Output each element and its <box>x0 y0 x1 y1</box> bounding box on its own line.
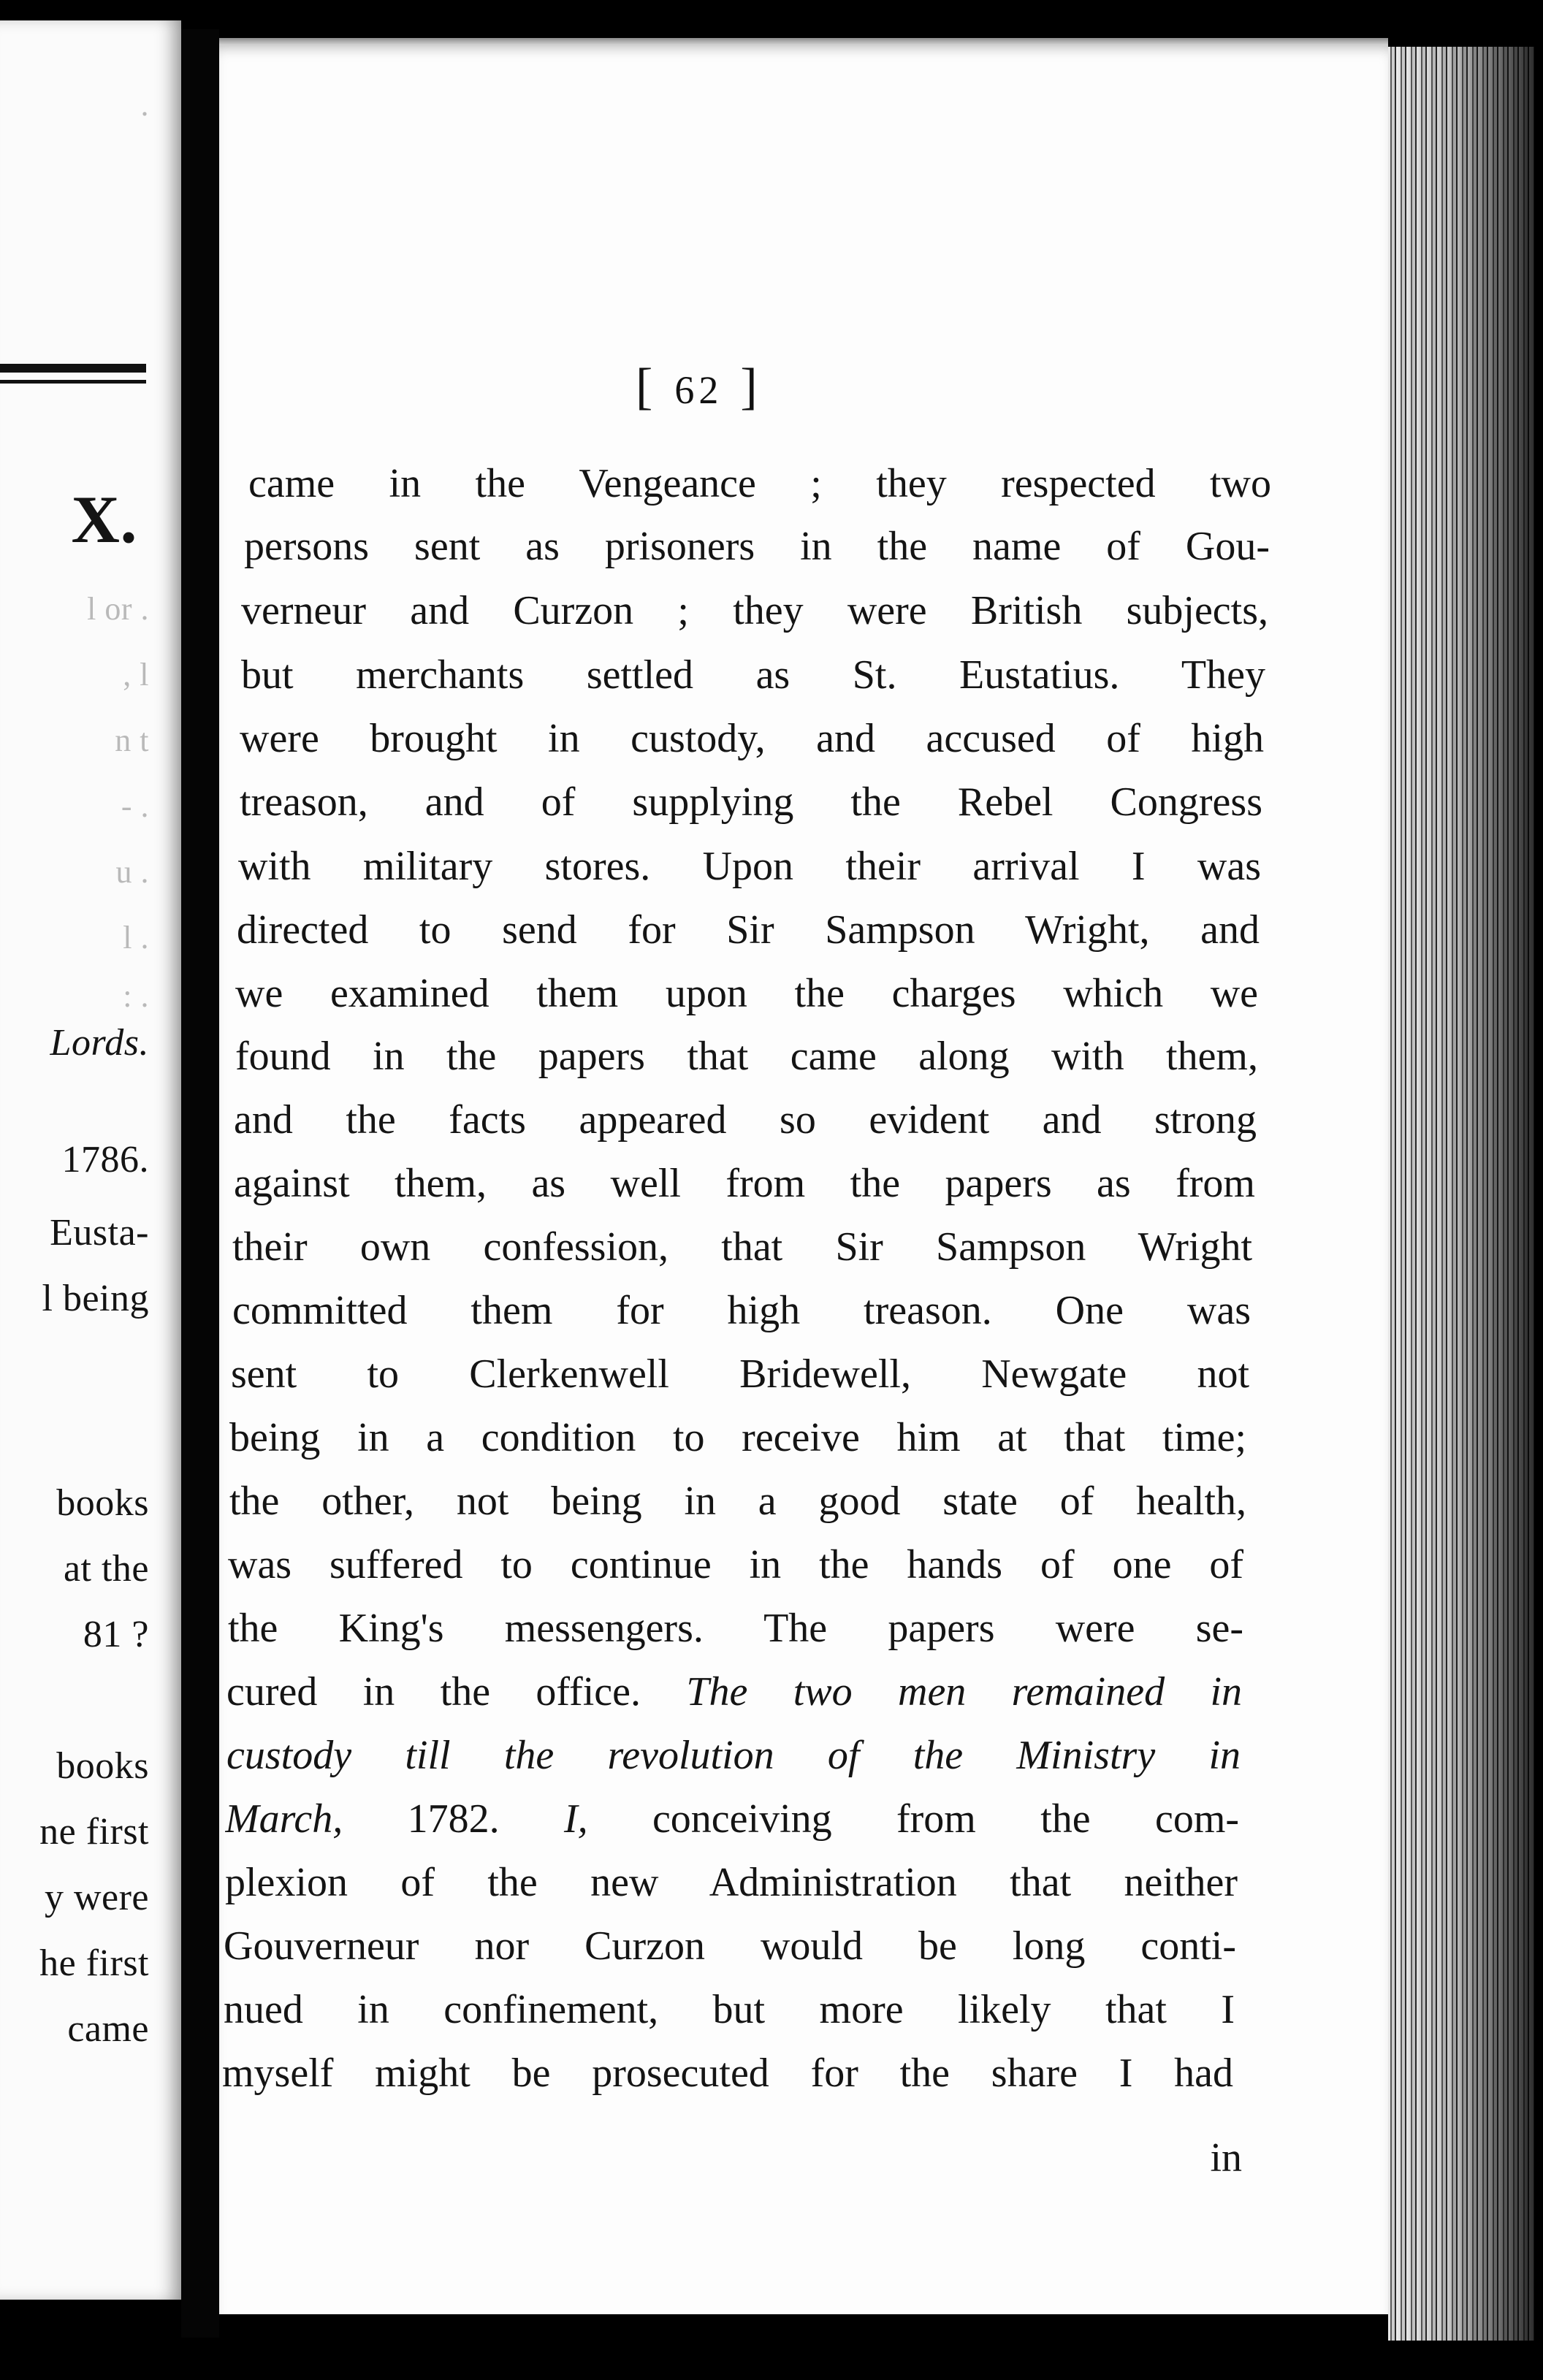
double-rule-bottom <box>0 380 146 384</box>
text-line-2: persons sent as prisoners in the name of Gou- <box>244 524 1270 569</box>
text-line-22-italic-a: March, <box>225 1796 343 1842</box>
text-line-22 <box>225 1793 1239 1848</box>
text-line-23: plexion of the new Administration that neither <box>225 1860 1238 1905</box>
text-line-21-italic: custody till the revolution of the Ministry in <box>226 1733 1241 1778</box>
left-faint-text: , l <box>123 657 149 693</box>
left-fragment-5: books <box>56 1482 149 1524</box>
text-line-7: with military stores. Upon their arrival I was <box>238 844 1261 889</box>
left-fragment-0: X. <box>71 482 137 557</box>
left-faint-text: - . <box>121 788 149 824</box>
text-line-22-italic-b: I, <box>563 1796 588 1842</box>
page-number: 62 <box>674 368 723 412</box>
left-fragment-11: he first <box>39 1942 149 1984</box>
left-faint-text: l . <box>123 920 149 956</box>
text-line-12: against them, as well from the papers as from <box>234 1161 1255 1206</box>
text-line-3: verneur and Curzon ; they were British subjects, <box>241 588 1268 633</box>
text-line-22-plain-b: conceiving from the com- <box>652 1796 1239 1842</box>
page-top-edge <box>219 38 1388 45</box>
left-fragment-6: at the <box>63 1548 149 1590</box>
book-fore-edge-shade <box>1388 47 1534 2341</box>
text-line-16: being in a condition to receive him at that time; <box>229 1415 1246 1460</box>
catchword: in <box>1210 2135 1242 2181</box>
text-line-20-italic: The two men remained in <box>686 1669 1242 1715</box>
double-rule-top <box>0 364 146 373</box>
text-line-5: were brought in custody, and accused of high <box>240 716 1264 761</box>
text-line-4: but merchants settled as St. Eustatius. They <box>241 652 1265 698</box>
left-fragment-7: 81 ? <box>83 1614 149 1655</box>
left-facing-page <box>0 20 181 2300</box>
left-fragment-10: y were <box>44 1877 149 1918</box>
open-bracket: [ <box>636 359 658 415</box>
text-line-14: committed them for high treason. One was <box>232 1288 1251 1333</box>
text-line-11: and the facts appeared so evident and strong <box>234 1097 1257 1143</box>
gutter-shadow <box>181 29 219 2338</box>
text-line-15: sent to Clerkenwell Bridewell, Newgate not <box>231 1351 1249 1397</box>
left-fragment-12: came <box>67 2008 149 2050</box>
text-line-26: myself might be prosecuted for the share I had <box>222 2051 1233 2096</box>
left-faint-text: : . <box>123 978 149 1014</box>
left-faint-text: n t <box>115 722 149 758</box>
text-line-1: came in the Vengeance ; they respected two <box>248 461 1271 506</box>
text-line-13: their own confession, that Sir Sampson Wright <box>232 1224 1252 1270</box>
text-line-25: nued in confinement, but more likely that I <box>224 1987 1235 2032</box>
left-faint-text: . <box>140 87 149 123</box>
left-fragment-2: 1786. <box>61 1139 149 1181</box>
text-line-10: found in the papers that came along with them, <box>235 1034 1258 1079</box>
text-line-17: the other, not being in a good state of health, <box>229 1479 1246 1524</box>
text-line-22-plain-a: 1782. <box>407 1796 500 1842</box>
text-line-8: directed to send for Sir Sampson Wright, and <box>237 907 1260 953</box>
left-fragment-9: ne first <box>39 1811 149 1853</box>
left-fragment-8: books <box>56 1745 149 1787</box>
left-fragment-1: Lords. <box>50 1022 149 1064</box>
text-line-20-plain: cured in the office. <box>226 1669 641 1715</box>
left-faint-text: l or . <box>87 591 149 627</box>
main-page <box>219 44 1388 2314</box>
text-line-21 <box>226 1729 1241 1785</box>
left-fragment-4: l being <box>42 1278 149 1319</box>
close-bracket: ] <box>740 359 762 415</box>
text-line-9: we examined them upon the charges which we <box>235 971 1258 1016</box>
text-line-24: Gouverneur nor Curzon would be long conti- <box>224 1923 1236 1969</box>
text-line-6: treason, and of supplying the Rebel Congress <box>240 779 1262 825</box>
text-line-20 <box>226 1666 1242 1721</box>
text-line-18: was suffered to continue in the hands of one of <box>228 1542 1243 1587</box>
text-line-19: the King's messengers. The papers were se- <box>228 1606 1243 1651</box>
left-fragment-3: Eusta- <box>50 1212 149 1254</box>
left-faint-text: u . <box>115 854 149 890</box>
page-number-header <box>636 358 762 416</box>
